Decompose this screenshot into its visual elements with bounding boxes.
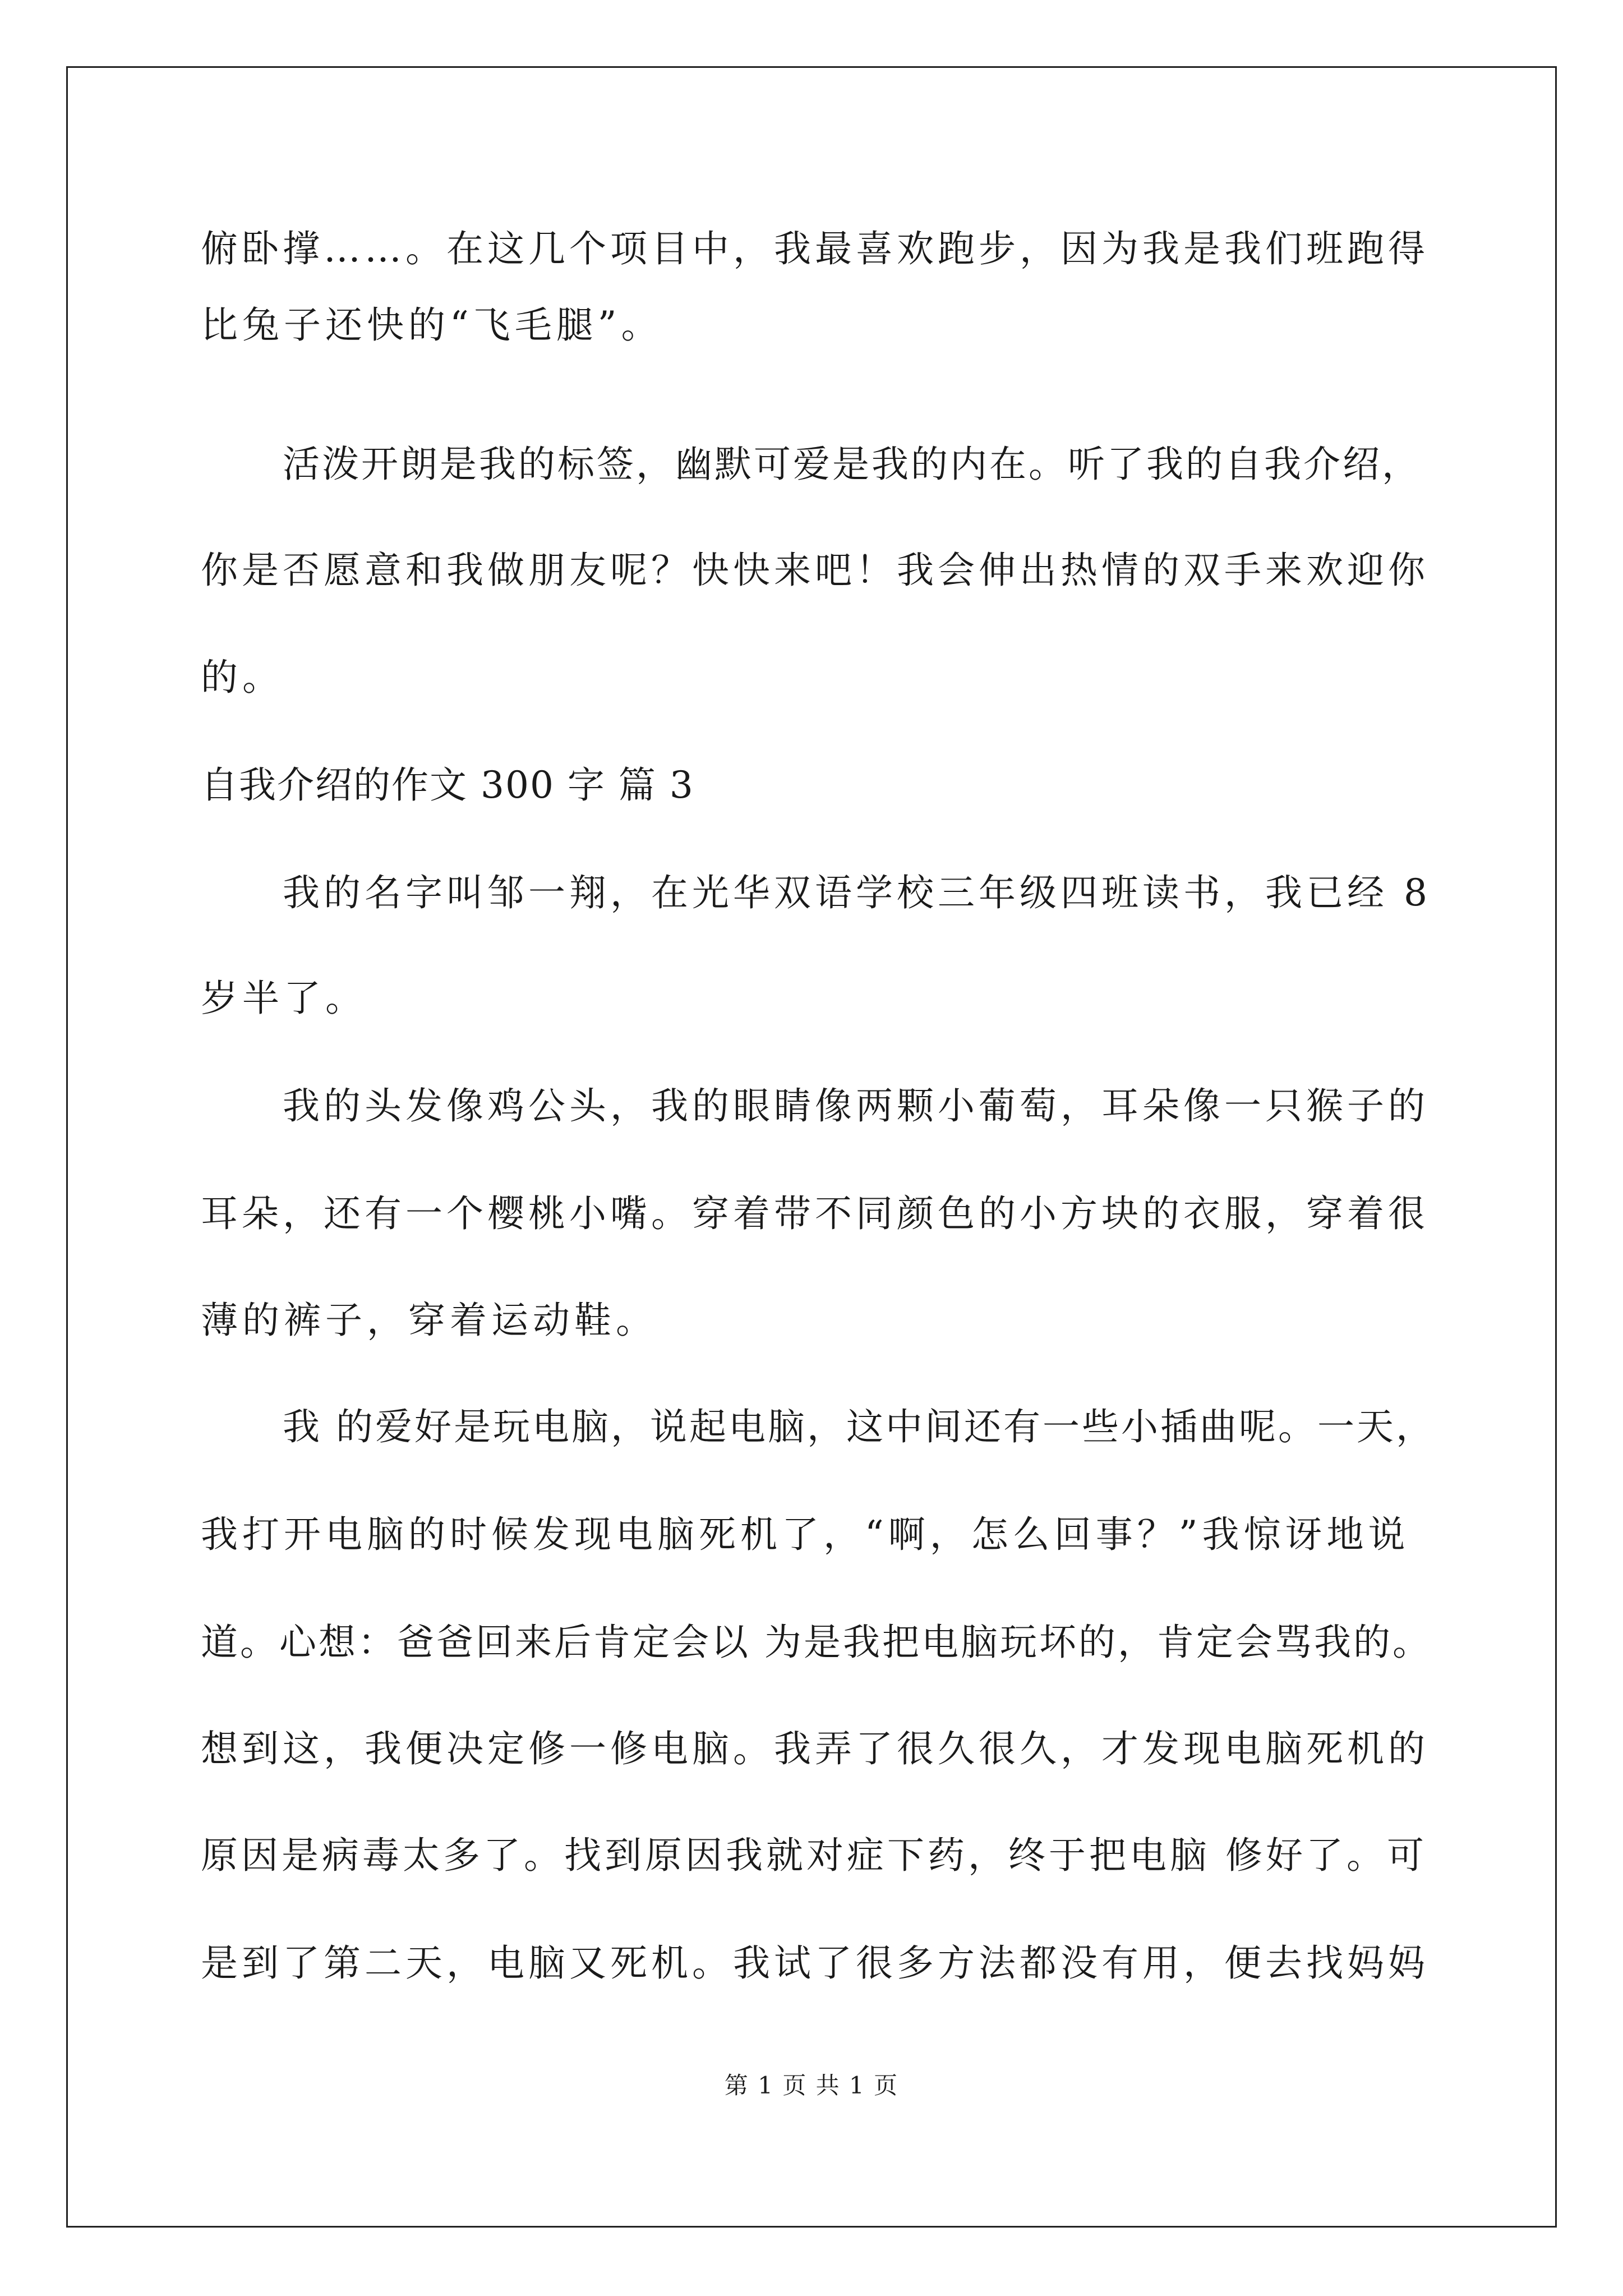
text-line-10: 耳朵，还有一个樱桃小嘴。穿着带不同颜色的小方块的衣服，穿着很: [201, 1192, 1429, 1235]
page-footer: 第 1 页 共 1 页: [724, 2072, 899, 2099]
section-heading: 自我介绍的作文 300 字 篇 3: [201, 763, 694, 807]
text-line-14: 道。心想：爸爸回来后肯定会以 为是我把电脑玩坏的，肯定会骂我的。: [201, 1621, 1432, 1664]
page-border: [66, 66, 1557, 2228]
text-line-11: 薄的裤子，穿着运动鞋。: [201, 1299, 657, 1342]
text-line-8: 岁半了。: [201, 977, 367, 1020]
text-line-13: 我打开电脑的时候发现电脑死机了，“啊，怎么回事？”我惊讶地说: [201, 1513, 1410, 1556]
text-line-5: 的。: [201, 656, 284, 699]
text-line-15: 想到这，我便决定修一修电脑。我弄了很久很久，才发现电脑死机的: [201, 1727, 1429, 1770]
text-line-3: 活泼开朗是我的标签，幽默可爱是我的内在。听了我的自我介绍，: [283, 443, 1421, 486]
text-line-17: 是到了第二天，电脑又死机。我试了很多方法都没有用，便去找妈妈: [201, 1941, 1429, 1985]
text-line-2: 比兔子还快的“飞毛腿”。: [201, 303, 663, 347]
text-line-16: 原因是病毒太多了。找到原因我就对症下药，终于把电脑 修好了。可: [201, 1834, 1427, 1877]
text-line-12: 我 的爱好是玩电脑，说起电脑，这中间还有一些小插曲呢。一天，: [283, 1405, 1435, 1448]
text-line-4: 你是否愿意和我做朋友呢？快快来吧！我会伸出热情的双手来欢迎你: [201, 549, 1429, 592]
text-line-9: 我的头发像鸡公头，我的眼睛像两颗小葡萄，耳朵像一只猴子的: [283, 1084, 1429, 1128]
text-line-7: 我的名字叫邹一翔，在光华双语学校三年级四班读书，我已经 8: [283, 871, 1431, 914]
text-line-1: 俯卧撑……。在这几个项目中，我最喜欢跑步，因为我是我们班跑得: [201, 227, 1429, 270]
